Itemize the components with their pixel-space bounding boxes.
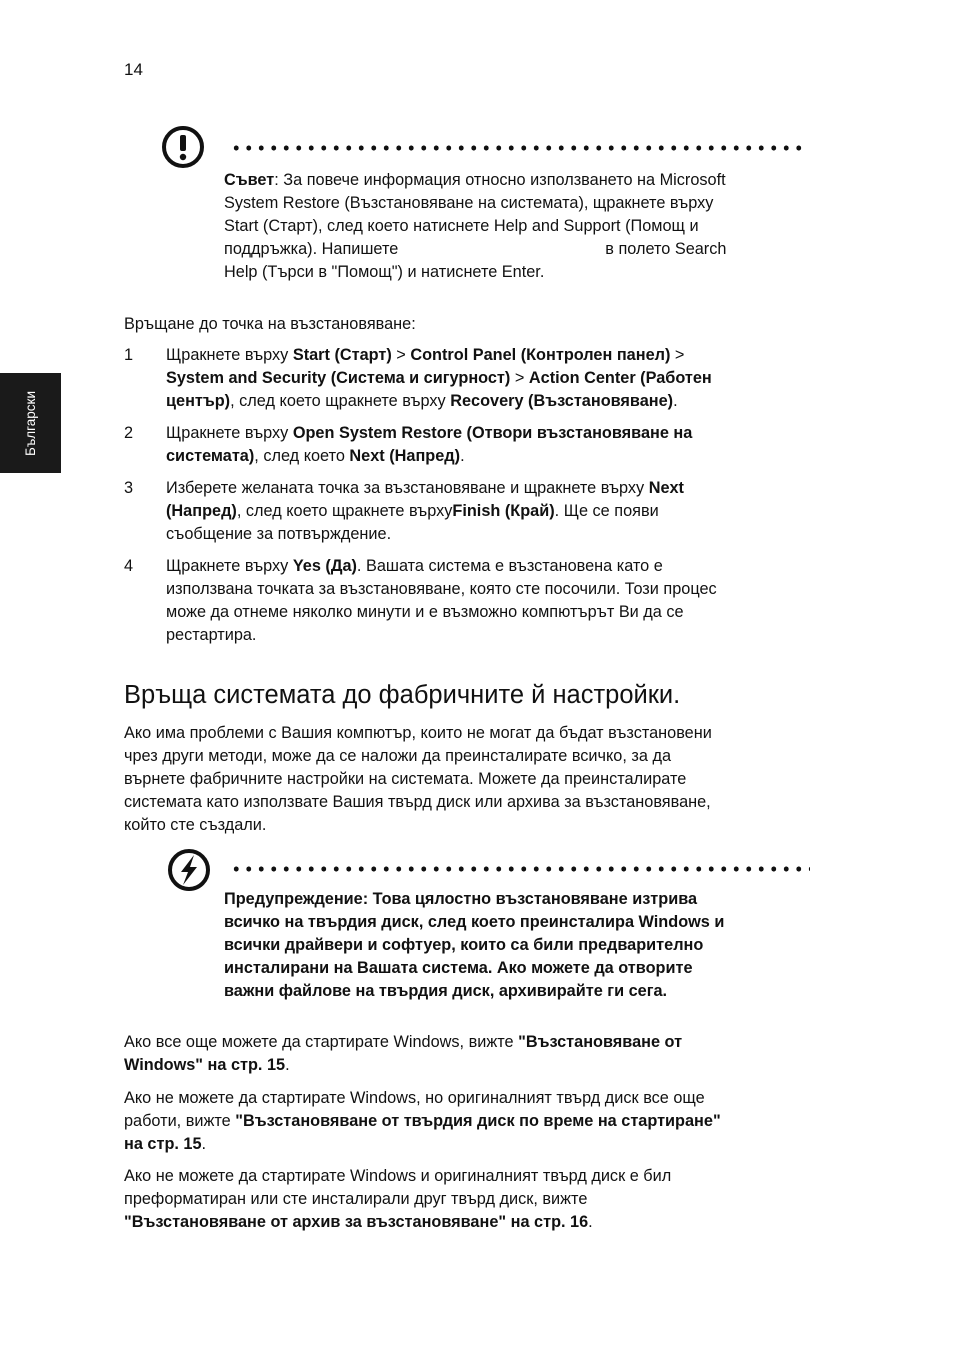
- note-line: System Restore (Възстановяване на системата), щракнете върху: [224, 194, 714, 212]
- bold-text: (Напред): [166, 502, 237, 520]
- warning-line: инсталирани на Вашата система. Ако можете да отворите: [224, 959, 693, 977]
- note-line: поддръжка). Напишете: [224, 240, 399, 258]
- warning-line: всичко на твърдия диск, след което преинсталира Windows и: [224, 913, 725, 931]
- warning-divider: [230, 866, 810, 872]
- text: >: [510, 369, 529, 387]
- bold-text: системата): [166, 447, 255, 465]
- note-divider: [230, 145, 805, 151]
- text: може да отнеме няколко минути и е възможно компютърът Ви да се: [166, 603, 684, 621]
- step-item: [124, 477, 804, 546]
- text: съобщение за потвърждение.: [166, 525, 392, 543]
- note-line: Start (Старт), след което натиснете Help and Support (Помощ и: [224, 217, 699, 235]
- note-text: [224, 169, 799, 284]
- text: >: [670, 346, 685, 364]
- step-text: [166, 477, 804, 546]
- bold-text: "Възстановяване от твърдия диск по време на стартиране": [235, 1112, 721, 1130]
- lightning-warning-icon: [167, 848, 211, 892]
- text: Щракнете върху: [166, 557, 293, 575]
- text: >: [391, 346, 411, 364]
- step-item: [124, 555, 804, 647]
- bold-text: Yes (Да): [292, 557, 357, 575]
- intro-text: Връщане до точка на възстановяване:: [124, 315, 416, 333]
- step-text: [166, 555, 804, 647]
- bold-text: Start (Старт): [292, 346, 392, 364]
- bold-text: Recovery (Възстановяване): [450, 392, 674, 410]
- text: , след което щракнете върху: [236, 502, 453, 520]
- bold-text: Control Panel (Контролен панел): [410, 346, 671, 364]
- warning-line: всички драйвери и софтуер, които са били предварително: [224, 936, 704, 954]
- bold-text: център): [166, 392, 231, 410]
- bold-text: на стр. 15: [124, 1135, 202, 1153]
- step-number: 2: [124, 424, 134, 442]
- text: Изберете желаната точка за възстановяване и щракнете върху: [166, 479, 649, 497]
- bold-text: Action Center (Работен: [528, 369, 712, 387]
- bold-text: Open System Restore (Отвори възстановяване на: [292, 424, 693, 442]
- reference-paragraph: [124, 1031, 804, 1077]
- text: , след което щракнете върху: [230, 392, 451, 410]
- section-heading: Връща системата до фабричните й настройки.: [124, 681, 681, 709]
- warning-text: [224, 888, 804, 1003]
- reference-paragraph: [124, 1087, 804, 1156]
- side-tab-label: Български: [23, 390, 39, 456]
- text: Ако все още можете да стартирате Windows, вижте: [124, 1033, 519, 1051]
- exclamation-icon: [161, 125, 205, 169]
- text: работи, вижте: [124, 1112, 236, 1130]
- text: Щракнете върху: [166, 346, 293, 364]
- step-item: [124, 344, 804, 413]
- reference-paragraph: [124, 1165, 804, 1234]
- step-number: 1: [124, 346, 134, 364]
- text: рестартира.: [166, 626, 257, 644]
- note-label: Съвет: [224, 171, 275, 189]
- note-line: в полето Search: [605, 240, 727, 258]
- text: , след което: [254, 447, 350, 465]
- note-line: : За повече информация относно използването на Microsoft: [274, 171, 726, 189]
- text: Ако не можете да стартирате Windows, но оригиналният твърд диск все още: [124, 1089, 705, 1107]
- text: .: [460, 447, 465, 465]
- body-paragraph: [124, 722, 804, 837]
- body-line: чрез други методи, може да се наложи да преинсталирате всичко, за да: [124, 747, 672, 765]
- text: Ако не можете да стартирате Windows и оригиналният твърд диск е бил: [124, 1167, 672, 1185]
- bold-text: System and Security (Система и сигурност): [166, 369, 511, 387]
- bold-text: Finish (Край): [452, 502, 555, 520]
- note-line: Help (Търси в "Помощ") и натиснете Enter.: [224, 263, 545, 281]
- step-text: [166, 344, 804, 413]
- body-line: Ако има проблеми с Вашия компютър, които не могат да бъдат възстановени: [124, 724, 712, 742]
- bold-text: Windows" на стр. 15: [124, 1056, 286, 1074]
- text: .: [673, 392, 678, 410]
- text: .: [201, 1135, 207, 1153]
- bold-text: Next (Напред): [349, 447, 461, 465]
- bold-text: "Възстановяване от архив за възстановяване" на стр. 16: [124, 1213, 589, 1231]
- step-number: 3: [124, 479, 134, 497]
- warning-line: Предупреждение: Това цялостно възстановяване изтрива: [224, 890, 698, 908]
- text: .: [588, 1213, 593, 1231]
- text: . Вашата система е възстановена като е: [356, 557, 663, 575]
- text: . Ще се появи: [554, 502, 659, 520]
- bold-text: "Възстановяване от: [518, 1033, 683, 1051]
- text: преформатиран или сте инсталирали друг твърд диск, вижте: [124, 1190, 588, 1208]
- body-line: системата като използвате Вашия твърд диск или архива за възстановяване,: [124, 793, 711, 811]
- text: .: [285, 1056, 290, 1074]
- side-language-tab: [0, 373, 61, 473]
- warning-line: важни файлове на твърдия диск, архивирайте ги сега.: [224, 982, 668, 1000]
- step-number: 4: [124, 557, 134, 575]
- step-text: [166, 422, 804, 468]
- step-item: [124, 422, 804, 468]
- text: Щракнете върху: [166, 424, 293, 442]
- text: използвана точката за възстановяване, която сте посочили. Този процес: [166, 580, 717, 598]
- steps-list: [124, 344, 804, 656]
- body-line: който сте създали.: [124, 816, 267, 834]
- body-line: върнете фабричните настройки на системата. Можете да преинсталирате: [124, 770, 687, 788]
- page-number: 14: [124, 60, 143, 79]
- bold-text: Next: [648, 479, 684, 497]
